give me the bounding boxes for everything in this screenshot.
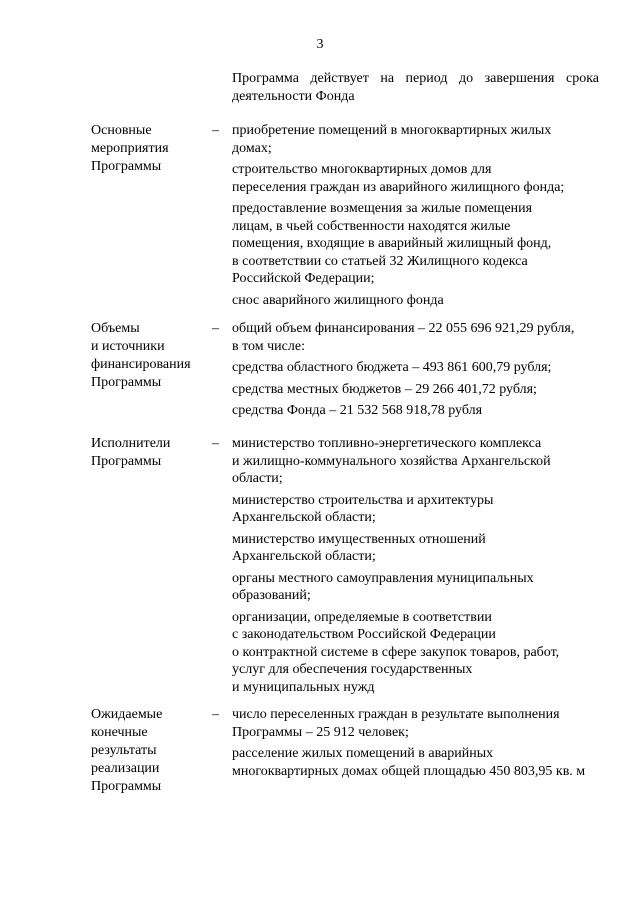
content-paragraph: министерство топливно-энергетического комплекса и жилищно-коммунального хозяйства Архангельской области;: [232, 436, 551, 486]
content-paragraph: министерство строительства и архитектуры Архангельской области;: [232, 492, 494, 525]
section-content: [232, 706, 602, 784]
section-label: Основные мероприятия Программы: [91, 123, 169, 174]
content-paragraph: общий объем финансирования – 22 055 696 921,29 рубля, в том числе:: [232, 321, 575, 354]
section-content: [232, 122, 602, 313]
content-paragraph: снос аварийного жилищного фонда: [232, 292, 444, 308]
content-paragraph: министерство имущественных отношений Архангельской области;: [232, 531, 486, 564]
content-paragraph: средства областного бюджета – 493 861 600,79 рубля;: [232, 360, 552, 375]
intro-paragraph: Программа действует на период до завершения срока деятельности Фонда: [232, 71, 599, 104]
content-paragraph: предоставление возмещения за жилые помещения лицам, в чьей собственности находятся жилые помещения, входящие в аварийный жилищный фонд, в соответствии со статьей 32 Жилищного кодекса Российской Федерации;: [232, 201, 552, 286]
section-content: [232, 320, 602, 424]
content-paragraph: средства местных бюджетов – 29 266 401,72 рубля;: [232, 381, 537, 397]
section-dash: –: [212, 123, 219, 138]
section-dash: –: [212, 321, 219, 336]
content-paragraph: приобретение помещений в многоквартирных жилых домах;: [232, 123, 552, 156]
section-dash: –: [212, 707, 219, 722]
page-number: 3: [316, 37, 324, 52]
content-paragraph: средства Фонда – 21 532 568 918,78 рубля: [232, 403, 483, 418]
section-content: [232, 435, 602, 700]
section-dash: –: [212, 436, 219, 451]
section-label: Исполнители Программы: [91, 436, 171, 469]
content-paragraph: расселение жилых помещений в аварийных многоквартирных домах общей площадью 450 803,95 кв. м: [232, 746, 586, 779]
section-label: Ожидаемые конечные результаты реализации Программы: [91, 707, 163, 794]
content-paragraph: число переселенных граждан в результате выполнения Программы – 25 912 человек;: [232, 707, 560, 740]
section-label: Объемы и источники финансирования Программы: [91, 321, 191, 390]
content-paragraph: органы местного самоуправления муниципальных образований;: [232, 570, 534, 603]
content-paragraph: организации, определяемые в соответствии с законодательством Российской Федерации о контрактной системе в сфере закупок товаров, работ, услуг для обеспечения государственных и муниципальных нужд: [232, 609, 560, 695]
content-paragraph: строительство многоквартирных домов для переселения граждан из аварийного жилищного фонда;: [232, 162, 565, 195]
